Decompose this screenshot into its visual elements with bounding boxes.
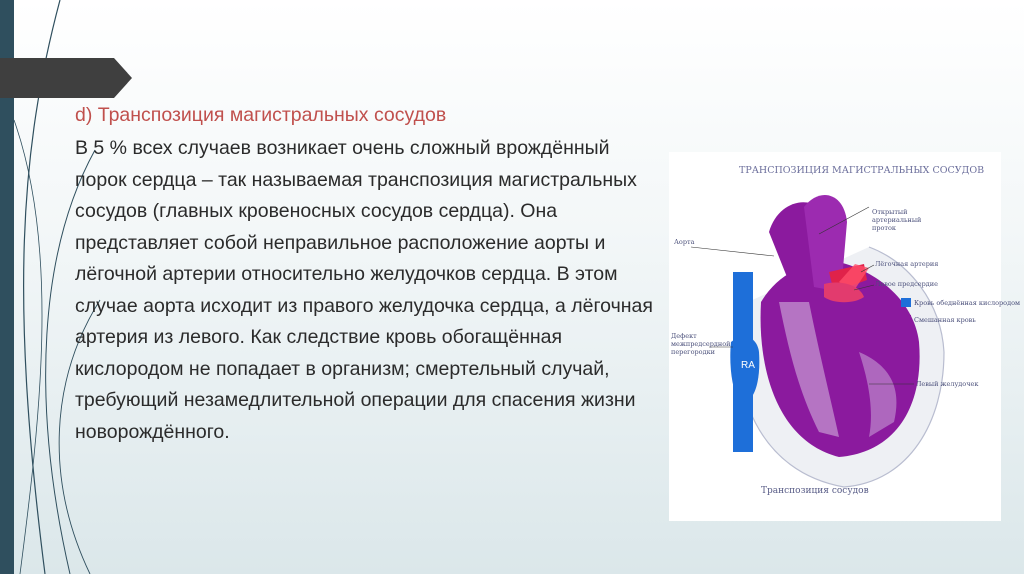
slide-heading: d) Транспозиция магистральных сосудов — [75, 104, 447, 126]
legend-item-deoxygenated: Кровь обеднённая кислородом — [914, 299, 1021, 307]
label-left-ventricle: Левый желудочек — [916, 380, 979, 388]
diagram-title: ТРАНСПОЗИЦИЯ МАГИСТРАЛЬНЫХ СОСУДОВ — [739, 165, 985, 176]
legend-item-mixed: Смешанная кровь — [914, 316, 976, 324]
title-tab-shape — [0, 58, 132, 98]
label-ra: RA — [741, 360, 755, 371]
diagram-caption: Транспозиция сосудов — [761, 486, 869, 496]
label-septal-defect: Дефект межпредсердной перегородки — [671, 332, 731, 356]
heart-diagram — [669, 152, 1021, 521]
slide-body-text: В 5 % всех случаев возникает очень сложный врождённый порок сердца – так называемая транспозиция магистральных сосудов (главных кровеносных сосудов сердца). Она представляет собой неправильное расположение аорты и лёгочной артерии относительно желудочков сердца. В этом случае аорта исходит из правого желудочка сердца, а лёгочная артерия из левого. Как следствие кровь обогащённая кислородом не попадает в организм; смертельный случай, требующий незамедлительной операции для спасения жизни новорождённого. — [75, 137, 653, 443]
label-pulmonary-artery: Лёгочная артерия — [875, 260, 939, 268]
label-aorta: Аорта — [674, 238, 695, 246]
label-ductus: Открытый артериальный проток — [872, 208, 922, 232]
label-left-atrium: Левое предсердие — [875, 280, 938, 288]
